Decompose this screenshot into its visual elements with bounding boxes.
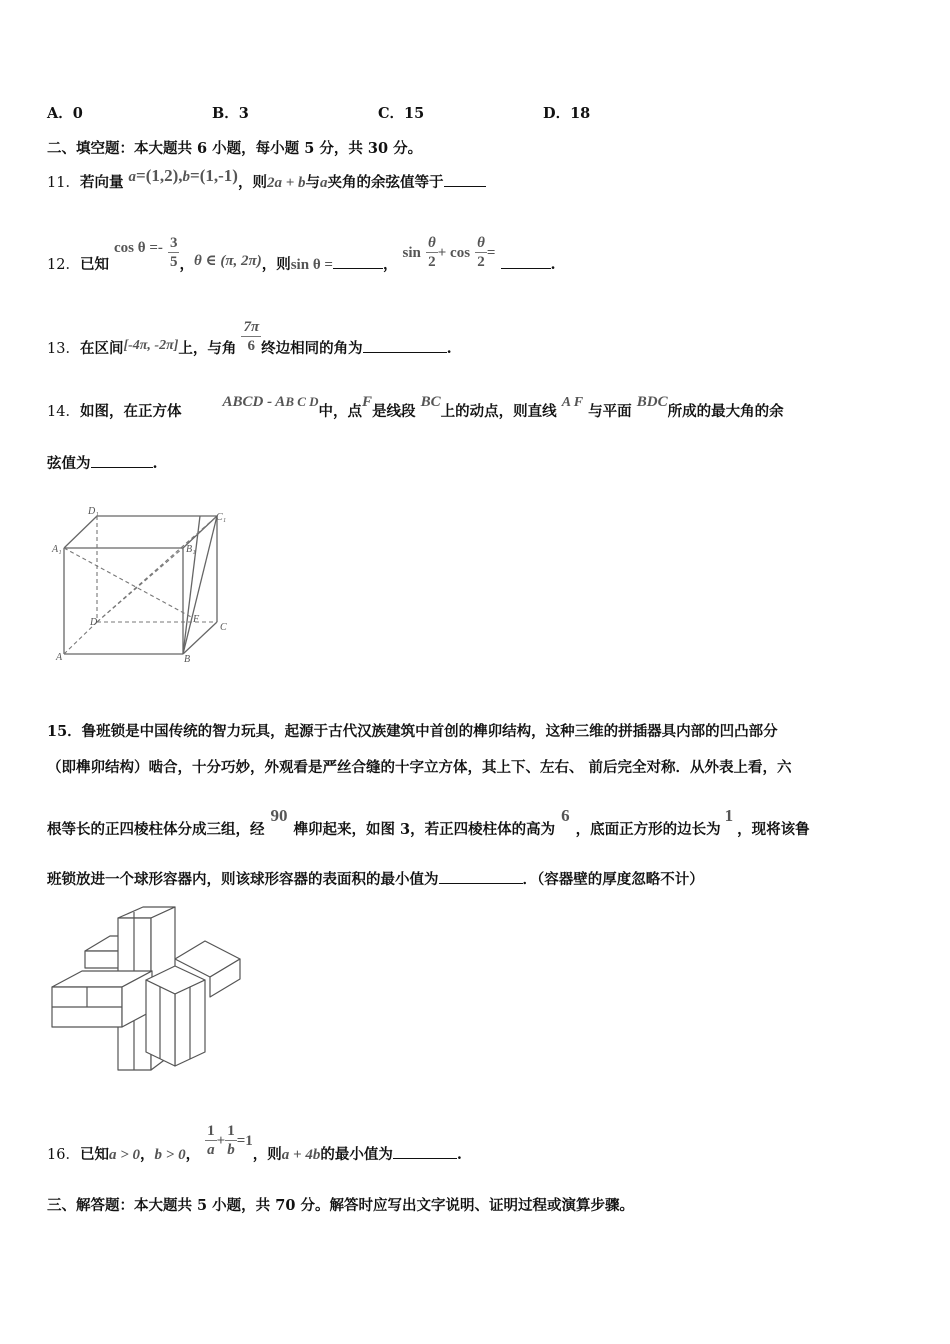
q16-condition-b: b > 0: [154, 1146, 186, 1163]
q14-text: 如图，在正方体: [79, 403, 182, 420]
q12-text: ，则: [261, 255, 291, 273]
question-16: [47, 1108, 462, 1163]
q12-plus-cos: + cos: [437, 244, 471, 261]
q16-plus: +: [216, 1132, 226, 1149]
q12-theta-range: θ ∈ (π, 2π): [193, 252, 262, 269]
q13-interval: [-4π, -2π]: [123, 337, 179, 353]
q12-number: 12．: [47, 256, 80, 273]
option-letter: D．: [543, 105, 571, 122]
option-value: 15: [404, 105, 425, 122]
cube-label-c: C: [220, 622, 227, 633]
q16-condition-a: a > 0: [108, 1146, 141, 1163]
question-15-line2: （即榫卯结构）啮合，十分巧妙，外观看是严丝合缝的十字立方体，其上下、左右、 前后完全对称．从外表上看，六: [47, 759, 792, 776]
q11-text: 与: [305, 174, 321, 191]
q12-end: .: [550, 255, 556, 273]
fraction-numerator: 1: [207, 1123, 215, 1139]
cube-label-d1: D₁: [88, 506, 99, 517]
option-b: [212, 102, 249, 123]
q14-text: 所成的最大角的余: [667, 403, 784, 420]
option-letter: C．: [378, 105, 405, 122]
q11-text: ，则: [237, 174, 267, 191]
q14-cube-name-rest: B C D: [285, 394, 319, 409]
q15-side: 1: [724, 806, 734, 825]
option-value: 3: [238, 105, 249, 122]
q14-text: 与平面: [588, 403, 632, 420]
q16-expression: a + 4b: [281, 1146, 321, 1163]
option-a: [47, 102, 83, 123]
question-13: [47, 306, 452, 357]
answer-blank: [91, 455, 153, 468]
q14-point-f: F: [362, 394, 373, 410]
q11-number: 11．: [47, 175, 80, 191]
question-15-line1: 15．鲁班锁是中国传统的智力玩具，起源于古代汉族建筑中首创的榫卯结构，这种三维的拼插器具内部的凹凸部分: [47, 723, 778, 740]
option-letter: A．: [47, 105, 73, 122]
option-c: [378, 102, 424, 123]
q14-line: A F: [561, 395, 584, 410]
q14-segment: BC: [420, 394, 441, 410]
q14-plane: BDC: [636, 394, 668, 410]
q16-text: 的最小值为: [320, 1145, 393, 1163]
fraction-numerator: θ: [477, 235, 485, 251]
q15-text: 榫卯起来，如图 3，若正四棱柱体的高为: [293, 821, 556, 838]
question-15-line4: [47, 868, 704, 889]
answer-blank: [333, 256, 383, 269]
option-value: 0: [72, 105, 83, 122]
q13-text: 终边相同的角为: [261, 339, 363, 357]
cube-hidden-edges: [64, 516, 217, 654]
q14-cube-name: ABCD - A: [222, 394, 286, 410]
question-12: [47, 220, 556, 273]
q16-end: .: [456, 1145, 462, 1163]
fraction-denominator: 2: [428, 254, 436, 270]
q16-fraction-a: [205, 1122, 217, 1159]
q14-text: 是线段: [372, 403, 416, 420]
fraction-numerator: θ: [427, 235, 436, 251]
q14-end: .: [152, 455, 158, 472]
q15-text: 班锁放进一个球形容器内，则该球形容器的表面积的最小值为: [47, 871, 439, 888]
cube-label-d: D: [90, 617, 98, 628]
q13-text: 上，与角: [178, 339, 237, 357]
answer-blank: [501, 256, 551, 269]
answer-blank: [393, 1146, 457, 1159]
option-value: 18: [570, 105, 591, 122]
q15-text: ．（容器壁的厚度忽略不计）: [522, 871, 704, 888]
q13-text: 在区间: [79, 339, 124, 357]
q11-text: 夹角的余弦值等于: [327, 174, 444, 191]
q16-text: ，则: [252, 1145, 282, 1163]
q12-fraction: [168, 234, 180, 271]
q11-vector-a-value: =(1,2),: [136, 166, 183, 185]
q15-text: ，现将该鲁: [737, 821, 810, 838]
q11-expression: 2a + b: [266, 175, 306, 191]
cube-label-b1: B₁: [186, 544, 196, 555]
q15-text: ，底面正方形的边长为: [575, 821, 721, 838]
fraction-numerator: 7π: [243, 319, 260, 335]
cube-figure: [50, 500, 240, 670]
q12-cos: cos θ =-: [114, 239, 163, 256]
question-15-line3: [47, 805, 810, 838]
q11-vector-b: b: [182, 169, 191, 185]
answer-blank: [363, 340, 447, 353]
section-2-title: 二、填空题：本大题共 6 小题，每小题 5 分，共 30 分。: [47, 140, 423, 157]
cube-label-a1: A₁: [52, 544, 62, 555]
q11-a: a: [320, 175, 328, 191]
q12-fraction-theta-2: [426, 234, 438, 271]
q15-height: 6: [561, 806, 570, 825]
answer-blank: [439, 871, 523, 884]
fraction-denominator: 2: [477, 254, 485, 270]
q12-text: ，: [382, 255, 398, 273]
q12-sin: sin θ =: [290, 256, 333, 273]
q14-text: 上的动点，则直线: [440, 403, 557, 420]
section-3-title: 三、解答题：本大题共 5 小题，共 70 分。解答时应写出文字说明、证明过程或演算步骤。: [47, 1197, 634, 1214]
question-14: [47, 390, 784, 420]
q11-text: 若向量: [79, 174, 124, 191]
q15-text: 根等长的正四棱柱体分成三组，经: [47, 821, 265, 838]
q14-text: 弦值为: [47, 455, 91, 472]
fraction-denominator: 5: [169, 254, 178, 270]
q16-text: ，: [140, 1145, 155, 1163]
q11-vector-a: a: [128, 169, 137, 185]
q12-sin-half: sin: [402, 244, 421, 261]
fraction-numerator: 1: [227, 1123, 235, 1139]
cube-label-f: F: [193, 614, 200, 625]
q12-text: ，: [179, 255, 194, 273]
option-d: [543, 102, 590, 123]
luban-lock-figure: [50, 902, 245, 1074]
question-14-line2: [47, 452, 158, 473]
cube-label-c1: C₁: [216, 512, 227, 523]
answer-blank: [444, 174, 486, 187]
q11-vector-b-value: =(1,-1): [190, 166, 238, 185]
question-11: [47, 166, 486, 192]
fraction-denominator: 6: [247, 338, 256, 354]
q16-fraction-b: [225, 1122, 237, 1159]
q12-text: 已知: [79, 255, 109, 273]
q16-text: 已知: [79, 1145, 109, 1163]
option-letter: B．: [212, 105, 239, 122]
q12-fraction-theta-2b: [475, 234, 487, 271]
q13-number: 13．: [47, 340, 80, 357]
q16-text: ，: [185, 1145, 201, 1163]
fraction-denominator: a: [207, 1142, 215, 1158]
q13-end: .: [446, 339, 452, 357]
q12-equals: =: [486, 244, 496, 261]
q13-fraction: [241, 318, 261, 355]
q16-equals: =1: [236, 1132, 253, 1149]
q14-number: 14．: [47, 404, 80, 420]
cube-label-b: B: [184, 654, 191, 665]
fraction-numerator: 3: [169, 235, 178, 251]
q16-number: 16．: [47, 1146, 80, 1163]
q15-angle: 90: [270, 806, 288, 825]
q14-text: 中，点: [318, 403, 363, 420]
cube-label-a: A: [56, 652, 63, 663]
fraction-denominator: b: [227, 1142, 235, 1158]
